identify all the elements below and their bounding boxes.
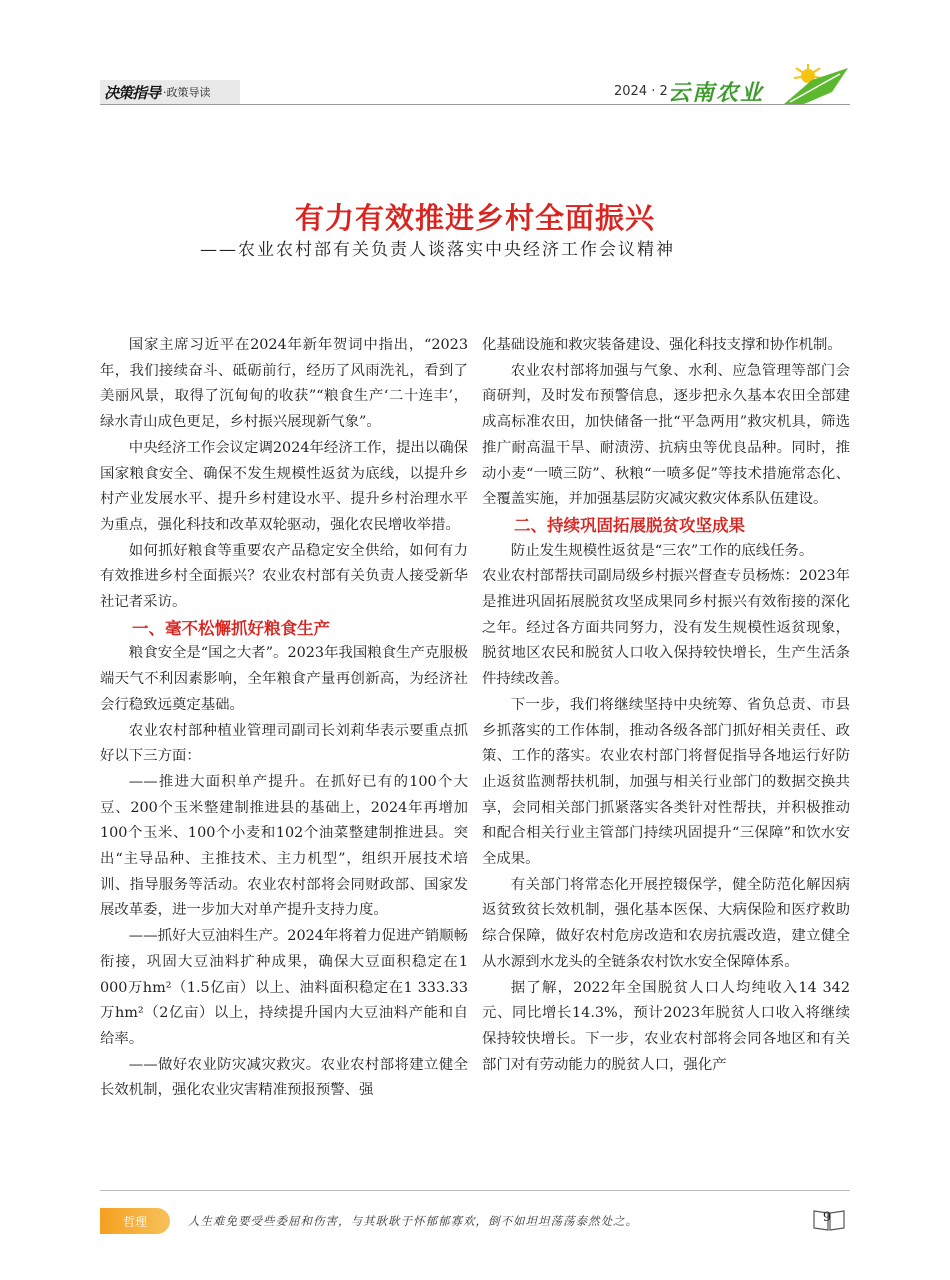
page-number-label: 9 xyxy=(822,1210,832,1225)
paragraph: 农业农村部将加强与气象、水利、应急管理等部门会商研判，及时发布预警信息，逐步把永久基本农田全部建成高标准农田，加快储备一批“平急两用”救灾机具，筛选推广耐高温干旱、耐渍涝、抗病虫等优良品种。同时，推动小麦“一喷三防”、秋粮“一喷多促”等技术措施常态化、全覆盖实施，并加强基层防灾减灾救灾体系队伍建设。 xyxy=(482,362,850,508)
right-column xyxy=(482,333,850,1078)
paragraph: 如何抓好粮食等重要农产品稳定安全供给，如何有力有效推进乡村全面振兴？农业农村部有关负责人接受新华社记者采访。 xyxy=(100,542,468,611)
section-label: ·政策导读 xyxy=(163,86,211,99)
paragraph: 化基础设施和救灾装备建设、强化科技支撑和协作机制。 xyxy=(482,337,842,353)
magazine-name: 云南农业 xyxy=(668,80,765,106)
article-title: 有力有效推进乡村全面振兴 xyxy=(294,201,655,235)
paragraph: 防止发生规模性返贫是“三农”工作的底线任务。 xyxy=(510,542,814,559)
paragraph: 有关部门将常态化开展控辍保学，健全防范化解因病返贫致贫长效机制，强化基本医保、大病保险和医疗救助综合保障，做好农村危房改造和农房抗震改造，建立健全从水源到水龙头的全链条农村饮水安全保障体系。 xyxy=(482,876,850,970)
paragraph: 农业农村部种植业管理司副司长刘莉华表示要重点抓好以下三方面： xyxy=(100,722,468,765)
paragraph: 国家主席习近平在2024年新年贺词中指出，“2023年，我们接续奋斗、砥砺前行，经历了风雨洗礼，看到了美丽风景，取得了沉甸甸的收获”“粮食生产‘二十连丰’，绿水青山成色更足，乡村振兴展现新气象”。 xyxy=(100,337,468,431)
footer-divider xyxy=(100,1190,850,1191)
page-number xyxy=(812,1208,846,1232)
paragraph: 农业农村部帮扶司副局级乡村振兴督查专员杨炼：2023年是推进巩固拓展脱贫攻坚成果同乡村振兴有效衔接的深化之年。经过各方面共同努力，没有发生规模性返贫现象，脱贫地区农民和脱贫人口收入保持较快增长，生产生活条件持续改善。 xyxy=(482,568,850,688)
sun-leaf-logo-icon xyxy=(782,62,852,106)
section-heading-2: 二、持续巩固拓展脱贫攻坚成果 xyxy=(514,515,745,535)
footer-tag: 哲理 xyxy=(100,1208,170,1234)
section-header xyxy=(100,80,240,104)
footer-quote: 人生难免要受些委屈和伤害，与其耿耿于怀郁郁寡欢，倒不如坦坦荡荡泰然处之。 xyxy=(188,1214,638,1228)
article-subtitle: ——农业农村部有关负责人谈落实中央经济工作会议精神 xyxy=(200,240,675,260)
paragraph: ——抓好大豆油料生产。2024年将着力促进产销顺畅衔接，巩固大豆油料扩种成果，确保大豆面积稳定在1 000万hm²（1.5亿亩）以上、油料面积稳定在1 333.33万hm²（2亿亩）以上，持续提升国内大豆油料产能和自给率。 xyxy=(100,928,468,1047)
section-heading-1: 一、毫不松懈抓好粮食生产 xyxy=(132,618,330,638)
paragraph: ——推进大面积单产提升。在抓好已有的100个大豆、200个玉米整建制推进县的基础上，2024年再增加100个玉米、100个小麦和102个油菜整建制推进县。突出“主导品种、主推技术、主力机型”，组织开展技术培训、指导服务等活动。农业农村部将会同财政部、国家发展改革委，进一步加大对单产提升支持力度。 xyxy=(100,773,468,919)
brand-label: 决策指导 xyxy=(104,83,161,102)
paragraph: 据了解，2022年全国脱贫人口人均纯收入14 342元、同比增长14.3%，预计2023年脱贫人口收入将继续保持较快增长。下一步，农业农村部将会同各地区和有关部门对有劳动能力的脱贫人口，强化产 xyxy=(482,979,850,1073)
paragraph: 中央经济工作会议定调2024年经济工作，提出以确保国家粮食安全、确保不发生规模性返贫为底线，以提升乡村产业发展水平、提升乡村建设水平、提升乡村治理水平为重点，强化科技和改革双轮驱动，强化农民增收举措。 xyxy=(100,439,468,533)
paragraph: 下一步，我们将继续坚持中央统筹、省负总责、市县乡抓落实的工作体制，推动各级各部门抓好相关责任、政策、工作的落实。农业农村部门将督促指导各地运行好防止返贫监测帮扶机制，加强与相关行业部门的数据交换共享，会同相关部门抓紧落实各类针对性帮扶，并积极推动和配合相关行业主管部门持续巩固提升“三保障”和饮水安全成果。 xyxy=(482,696,850,868)
left-column xyxy=(100,333,468,1104)
paragraph: 粮食安全是“国之大者”。2023年我国粮食生产克服极端天气不利因素影响，全年粮食产量再创新高，为经济社会行稳致远奠定基础。 xyxy=(100,645,468,713)
paragraph: ——做好农业防灾减灾救灾。农业农村部将建立健全长效机制，强化农业灾害精准预报预警、强 xyxy=(100,1056,468,1099)
issue-number: 2024 · 2 xyxy=(614,84,668,99)
